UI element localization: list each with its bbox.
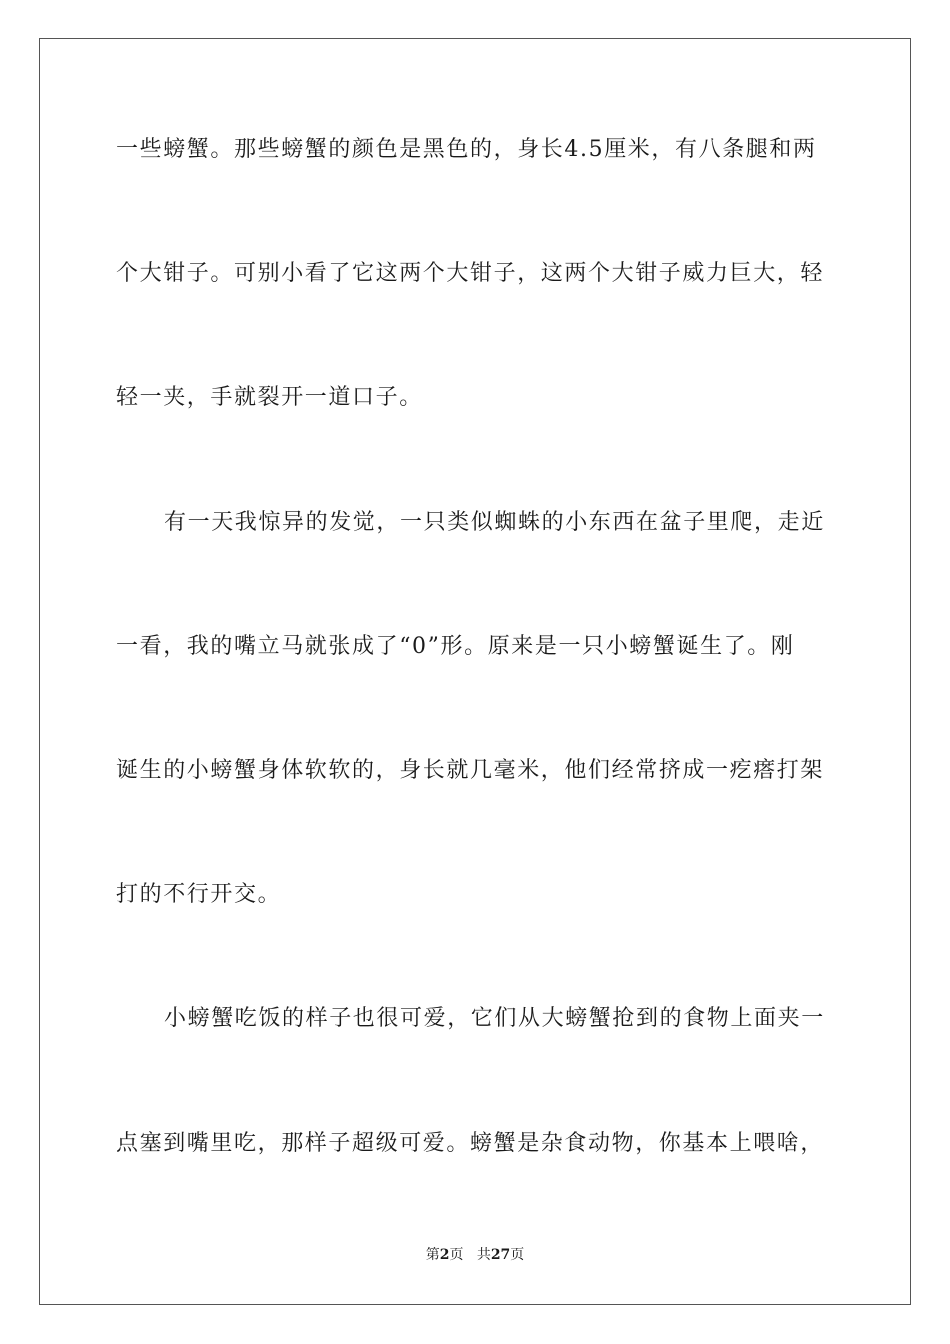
page-footer <box>0 1244 950 1264</box>
text-line-1: 一些螃蟹。那些螃蟹的颜色是黑色的，身长4.5厘米，有八条腿和两 <box>116 137 817 162</box>
text-line-3: 轻一夹，手就裂开一道口子。 <box>116 385 423 411</box>
text-line-6: 诞生的小螃蟹身体软软的，身长就几毫米，他们经常挤成一疙瘩打架 <box>116 757 825 783</box>
text-line-7: 打的不行开交。 <box>116 882 282 908</box>
text-line-2: 个大钳子。可别小看了它这两个大钳子，这两个大钳子威力巨大，轻 <box>116 261 825 287</box>
text-line-4: 有一天我惊异的发觉，一只类似蜘蛛的小东西在盆子里爬，走近 <box>164 509 825 535</box>
footer-page-number: 2 <box>439 1247 450 1263</box>
text-line-9: 点塞到嘴里吃，那样子超级可爱。螃蟹是杂食动物，你基本上喂啥， <box>116 1130 825 1156</box>
footer-page-suffix: 页 <box>449 1247 464 1263</box>
footer-total-prefix: 共 <box>476 1247 491 1263</box>
document-body <box>116 128 832 1246</box>
text-line-5: 一看，我的嘴立马就张成了“0”形。原来是一只小螃蟹诞生了。刚 <box>116 633 795 659</box>
footer-total-suffix: 页 <box>510 1247 525 1263</box>
footer-prefix: 第 <box>425 1247 440 1263</box>
text-line-8: 小螃蟹吃饭的样子也很可爱，它们从大螃蟹抢到的食物上面夹一 <box>164 1006 825 1032</box>
footer-total-pages: 27 <box>490 1247 511 1263</box>
